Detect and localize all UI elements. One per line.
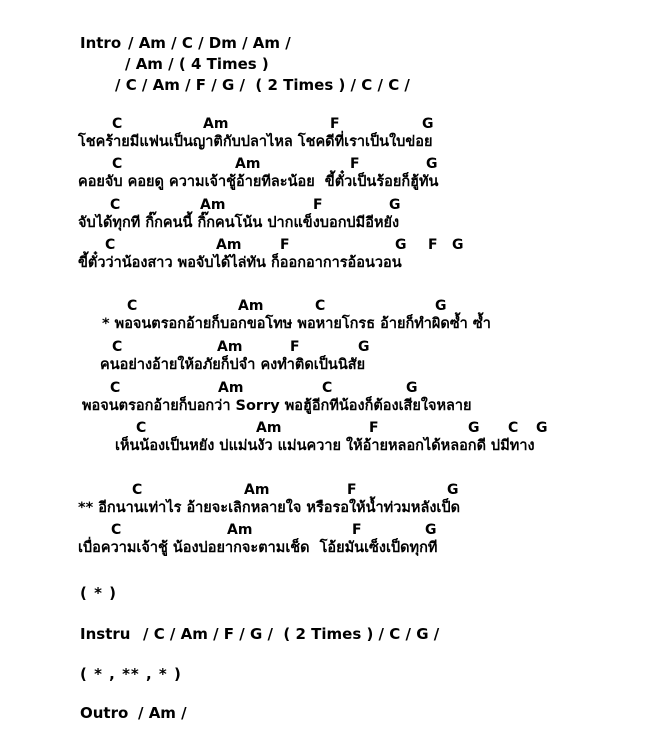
chord: Am	[238, 298, 264, 314]
outro-label: Outro	[80, 704, 129, 722]
chord: F	[280, 237, 290, 253]
chord: Am	[216, 237, 242, 253]
chord: C	[508, 420, 519, 436]
chord: C	[315, 298, 326, 314]
chord: F	[369, 420, 379, 436]
chord: C	[112, 156, 123, 172]
chord: G	[426, 156, 438, 172]
chord: C	[132, 482, 143, 498]
chord: Am	[227, 522, 253, 538]
lyric-line: เบื่อความเจ้าชู้ น้องบ่อยากจะตามเช็ด โอ้ยมันเซ็งเป็ดทุกที	[78, 540, 438, 556]
lyric-line: เห็นน้องเป็นหยัง บ่แม่นงัว แม่นควาย ให้อ้ายหลอกได้หลอกดี บ่มีทาง	[115, 438, 535, 454]
chord: C	[112, 339, 123, 355]
chord-row	[0, 339, 670, 357]
chord: Am	[218, 380, 244, 396]
chord: F	[330, 116, 340, 132]
lyric-line: โชคร้ายมีแฟนเป็นญาติกับปลาไหล โชคดีที่เราเป็นใบข่อย	[78, 134, 433, 150]
chord: C	[111, 522, 122, 538]
chord-row	[0, 116, 670, 134]
chord: G	[389, 197, 401, 213]
chord: C	[110, 380, 121, 396]
repeat-sequence-marker: ( * , ** , * )	[80, 665, 182, 683]
chord: Am	[200, 197, 226, 213]
lyric-line: * พอจนตรอกอ้ายก็บอกขอโทษ พอหายโกรธ อ้ายก็ทำผิดซ้ำ ซ้ำ	[102, 316, 491, 332]
chord: F	[350, 156, 360, 172]
lyric-line: คอยจับ คอยดู ความเจ้าชู้อ้ายทีละน้อย ขี้ตั๋วเป็นร้อยก็ฮู้ทัน	[78, 174, 439, 190]
chord-row	[0, 237, 670, 255]
chord: C	[127, 298, 138, 314]
chord: Am	[203, 116, 229, 132]
chord: G	[395, 237, 407, 253]
chord: C	[112, 116, 123, 132]
chord: C	[322, 380, 333, 396]
chord: G	[406, 380, 418, 396]
lyric-line: พอจนตรอกอ้ายก็บอกว่า Sorry พอฮู้อีกทีน้องก็ต้องเสียใจหลาย	[82, 398, 472, 414]
intro-chords-line1: / Am / C / Dm / Am /	[128, 34, 291, 52]
chord: F	[313, 197, 323, 213]
chord: G	[425, 522, 437, 538]
chord: G	[468, 420, 480, 436]
chord: F	[290, 339, 300, 355]
chord: Am	[217, 339, 243, 355]
chord: C	[110, 197, 121, 213]
instru-label: Instru	[80, 625, 131, 643]
chord: C	[136, 420, 147, 436]
chord: F	[347, 482, 357, 498]
chord-row	[0, 156, 670, 174]
chord: G	[435, 298, 447, 314]
instru-chords: / C / Am / F / G / ( 2 Times ) / C / G /	[143, 625, 440, 643]
chord: C	[105, 237, 116, 253]
chord-row	[0, 522, 670, 540]
outro-chords: / Am /	[138, 704, 187, 722]
chord-row	[0, 482, 670, 500]
lyric-line: จับได้ทุกที กิ๊กคนนี้ กิ๊กคนโน้น ปากแข็งบอกบ่มีอีหยัง	[78, 215, 400, 231]
chord-row	[0, 298, 670, 316]
chord: F	[352, 522, 362, 538]
chord-row	[0, 420, 670, 438]
chord: G	[452, 237, 464, 253]
chord: G	[422, 116, 434, 132]
chord: G	[358, 339, 370, 355]
intro-label: Intro	[80, 34, 122, 52]
repeat-star-marker: ( * )	[80, 584, 117, 602]
lyric-line: ขี้ตั๋วว่าน้องสาว พอจับได้ไล่ทัน ก็ออกอาการอ้อนวอน	[78, 255, 402, 271]
chord-row	[0, 380, 670, 398]
intro-chords-line3: / C / Am / F / G / ( 2 Times ) / C / C /	[115, 76, 410, 94]
chord: G	[536, 420, 548, 436]
chord: F	[428, 237, 438, 253]
chord: Am	[235, 156, 261, 172]
chord: Am	[244, 482, 270, 498]
chord: G	[447, 482, 459, 498]
lyric-line: ** อีกนานเท่าไร อ้ายจะเลิกหลายใจ หรือรอให้น้ำท่วมหลังเป็ด	[78, 500, 461, 516]
intro-chords-line2: / Am / ( 4 Times )	[125, 55, 269, 73]
chord: Am	[256, 420, 282, 436]
lyric-line: คนอย่างอ้ายให้อภัยก็บ่จำ คงทำติดเป็นนิสัย	[100, 357, 366, 373]
chord-row	[0, 197, 670, 215]
